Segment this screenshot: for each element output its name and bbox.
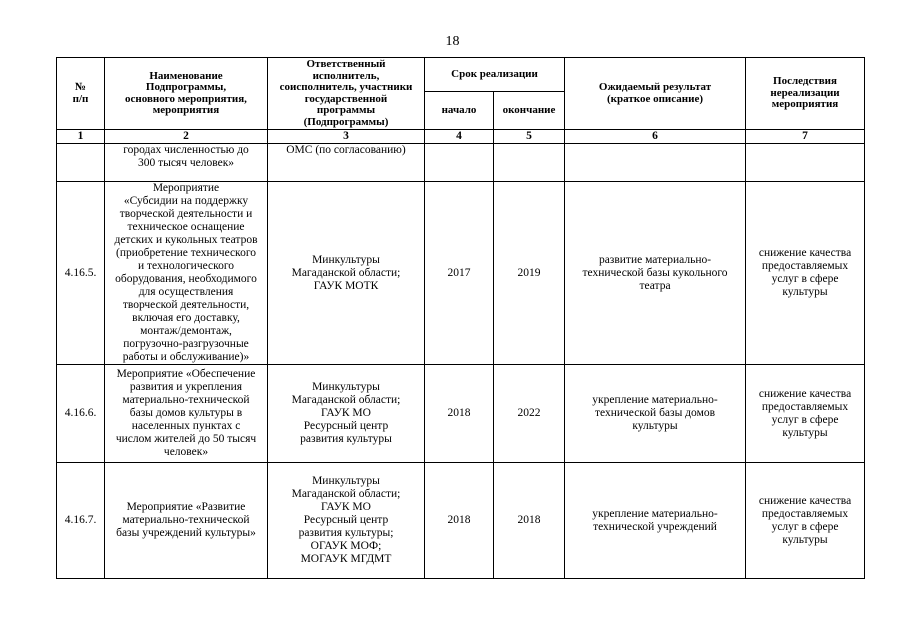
row-start: 2017	[425, 182, 494, 365]
row-result: укрепление материально- технической учреждений	[565, 463, 746, 579]
row-end	[494, 144, 565, 182]
header-result: Ожидаемый результат (краткое описание)	[565, 58, 746, 130]
row-result	[565, 144, 746, 182]
row-start: 2018	[425, 463, 494, 579]
table-row	[57, 144, 865, 182]
column-number: 3	[268, 130, 425, 144]
program-table	[56, 57, 865, 579]
row-responsible: ОМС (по согласованию)	[268, 144, 425, 182]
header-num: № п/п	[57, 58, 105, 130]
header-consequences: Последствия нереализации мероприятия	[746, 58, 865, 130]
row-consequences: снижение качества предоставляемых услуг в сфере культуры	[746, 463, 865, 579]
row-consequences	[746, 144, 865, 182]
column-number: 1	[57, 130, 105, 144]
row-responsible: Минкультуры Магаданской области; ГАУК МО Ресурсный центр развития культуры	[268, 365, 425, 463]
header-period: Срок реализации	[425, 58, 565, 92]
table-row	[57, 365, 865, 463]
row-start: 2018	[425, 365, 494, 463]
column-number: 5	[494, 130, 565, 144]
row-end: 2019	[494, 182, 565, 365]
row-end: 2018	[494, 463, 565, 579]
row-name: Мероприятие «Обеспечение развития и укрепления материально-технической базы домов культуры в населенных пунктах с числом жителей до 50 тысяч человек»	[105, 365, 268, 463]
table-row	[57, 463, 865, 579]
row-responsible: Минкультуры Магаданской области; ГАУК МОТК	[268, 182, 425, 365]
column-number: 2	[105, 130, 268, 144]
header-responsible: Ответственный исполнитель, соисполнитель, участники государственной программы (Подпрограммы)	[268, 58, 425, 130]
header-end: окончание	[494, 92, 565, 130]
header-start: начало	[425, 92, 494, 130]
table-row	[57, 182, 865, 365]
row-end: 2022	[494, 365, 565, 463]
column-number: 7	[746, 130, 865, 144]
row-consequences: снижение качества предоставляемых услуг в сфере культуры	[746, 365, 865, 463]
row-consequences: снижение качества предоставляемых услуг в сфере культуры	[746, 182, 865, 365]
row-name: Мероприятие «Субсидии на поддержку творческой деятельности и техническое оснащение детских и кукольных театров (приобретение технического и технологического оборудования, необходимого для осуществления творческой деятельности, включая его доставку, монтаж/демонтаж, погрузочно-разгрузочные работы и обслуживание)»	[105, 182, 268, 365]
row-responsible: Минкультуры Магаданской области; ГАУК МО Ресурсный центр развития культуры; ОГАУК МОФ; МОГАУК МГДМТ	[268, 463, 425, 579]
row-num: 4.16.7.	[57, 463, 105, 579]
header-name: Наименование Подпрограммы, основного мероприятия, мероприятия	[105, 58, 268, 130]
row-num	[57, 144, 105, 182]
column-number: 6	[565, 130, 746, 144]
row-name: городах численностью до 300 тысяч человек»	[105, 144, 268, 182]
row-start	[425, 144, 494, 182]
row-num: 4.16.5.	[57, 182, 105, 365]
page-number: 18	[445, 34, 460, 49]
row-result: развитие материально- технической базы кукольного театра	[565, 182, 746, 365]
row-name: Мероприятие «Развитие материально-технической базы учреждений культуры»	[105, 463, 268, 579]
row-num: 4.16.6.	[57, 365, 105, 463]
row-result: укрепление материально- технической базы домов культуры	[565, 365, 746, 463]
column-number: 4	[425, 130, 494, 144]
